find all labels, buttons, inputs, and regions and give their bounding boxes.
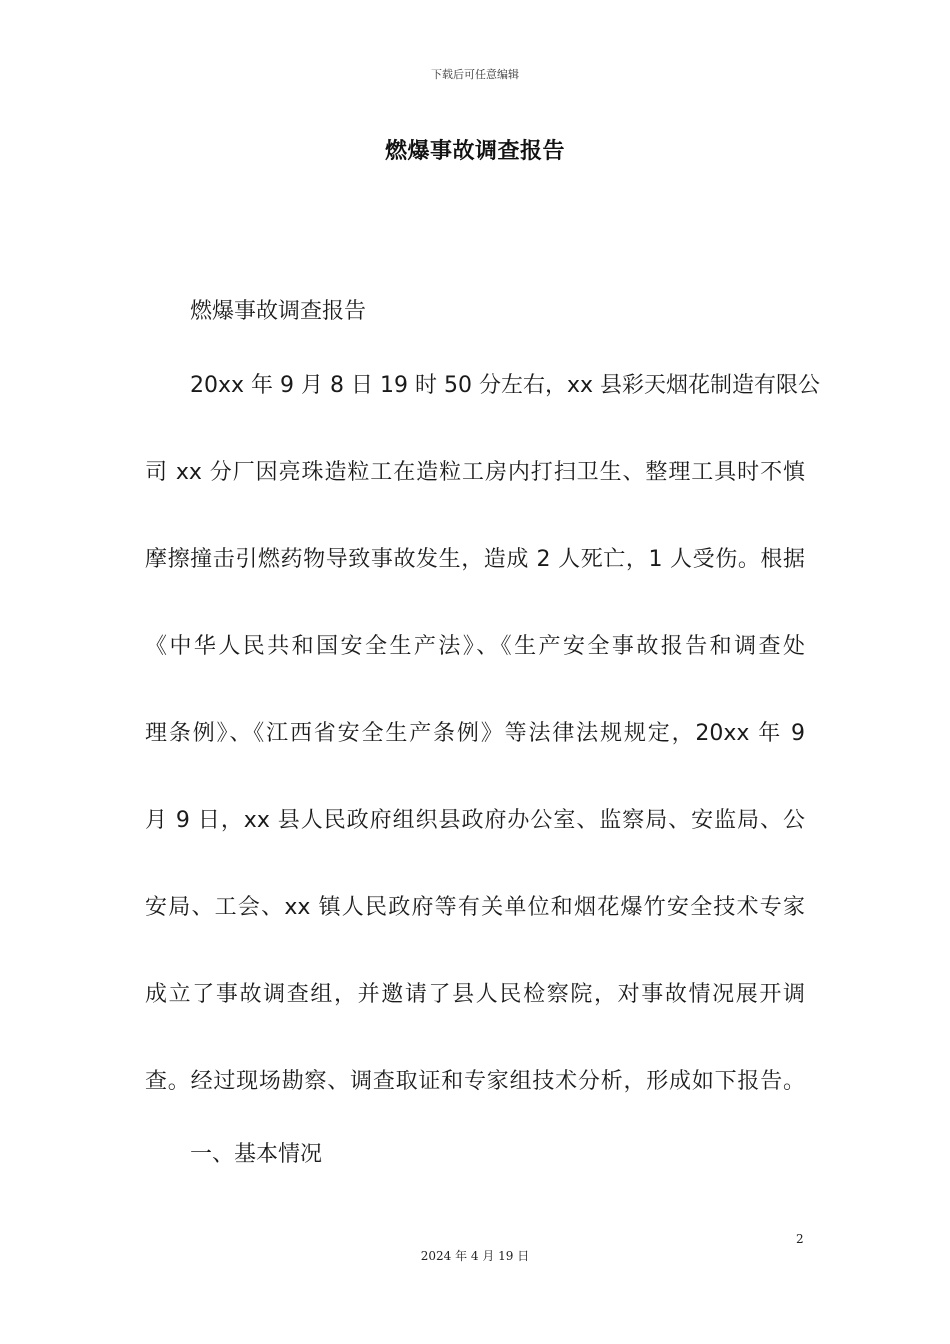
body-line-4: 《中华人民共和国安全生产法》、《生产安全事故报告和调查处 [145,634,805,659]
body-line-1: 20xx 年 9 月 8 日 19 时 50 分左右，xx 县彩天烟花制造有限公 [190,373,820,398]
body-line-9: 查。经过现场勘察、调查取证和专家组技术分析，形成如下报告。 [145,1069,805,1094]
body-line-3: 摩擦撞击引燃药物导致事故发生，造成 2 人死亡，1 人受伤。根据 [145,547,805,572]
section-heading: 一、基本情况 [190,1142,323,1167]
paragraph-title-line: 燃爆事故调查报告 [190,299,367,324]
document-title: 燃爆事故调查报告 [384,139,565,164]
body-line-5: 理条例》、《江西省安全生产条例》等法律法规规定，20xx 年 9 [145,721,805,746]
page-header: 下载后可任意编辑 [431,68,519,81]
body-line-7: 安局、工会、xx 镇人民政府等有关单位和烟花爆竹安全技术专家 [145,895,805,920]
body-line-2: 司 xx 分厂因亮珠造粒工在造粒工房内打扫卫生、整理工具时不慎 [145,460,805,485]
body-line-8: 成立了事故调查组，并邀请了县人民检察院，对事故情况展开调 [145,982,805,1007]
body-line-6: 月 9 日，xx 县人民政府组织县政府办公室、监察局、安监局、公 [145,808,805,833]
page-number: 2 [796,1232,804,1246]
page-footer-date: 2024 年 4 月 19 日 [420,1249,530,1263]
